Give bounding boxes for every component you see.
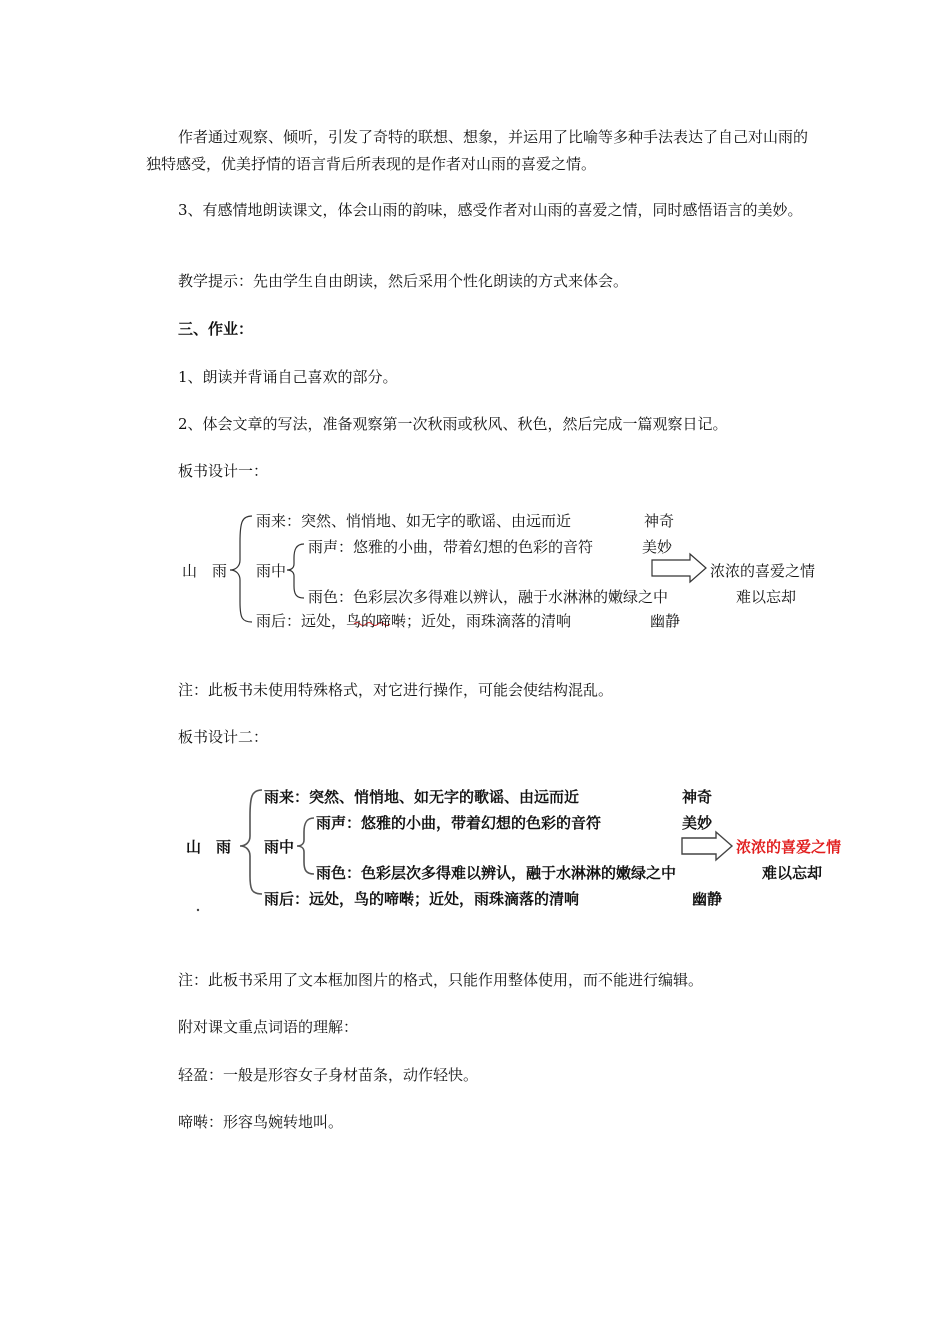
board2-yulai-word: 神奇 [682, 788, 713, 806]
board-yusheng: 雨声：悠雅的小曲，带着幻想的色彩的音符 [308, 538, 594, 556]
board-design-2-image [176, 772, 872, 912]
board-yulai-word: 神奇 [644, 512, 675, 530]
homework-item-2: 2、体会文章的写法，准备观察第一次秋雨或秋风、秋色，然后完成一篇观察日记。 [178, 415, 728, 433]
paragraph-summary: 作者通过观察、倾听，引发了奇特的联想、想象，并运用了比喻等多种手法表达了自己对山雨的独特感受，优美抒情的语言背后所表现的是作者对山雨的喜爱之情。 [146, 128, 809, 173]
board-note-1: 注：此板书未使用特殊格式，对它进行操作，可能会使结构混乱。 [178, 681, 614, 699]
board2-conclusion: 浓浓的喜爱之情 [736, 838, 842, 856]
board-yulai: 雨来：突然、悄悄地、如无字的歌谣、由远而近 [256, 512, 572, 530]
term-qingying: 轻盈：一般是形容女子身材苗条，动作轻快。 [178, 1066, 479, 1084]
teaching-tip: 教学提示：先由学生自由朗读，然后采用个性化朗读的方式来体会。 [178, 272, 629, 290]
board2-yuse: 雨色：色彩层次多得难以辨认，融于水淋淋的嫩绿之中 [316, 864, 677, 882]
board-yuse: 雨色：色彩层次多得难以辨认，融于水淋淋的嫩绿之中 [308, 588, 669, 606]
paragraph-objective-3: 3、有感情地朗读课文，体会山雨的韵味，感受作者对山雨的喜爱之情，同时感悟语言的美妙。 [178, 201, 803, 219]
board-main-topic: 山 雨 [182, 562, 228, 580]
homework-item-1: 1、朗读并背诵自己喜欢的部分。 [178, 368, 398, 386]
board-design-1 [170, 502, 850, 642]
board-conclusion: 浓浓的喜爱之情 [710, 562, 816, 580]
board2-yusheng: 雨声：悠雅的小曲，带着幻想的色彩的音符 [316, 814, 602, 832]
arrow-right-icon [682, 832, 732, 860]
board-yuhou-word: 幽静 [650, 612, 681, 630]
board-yuzhong: 雨中 [256, 562, 287, 580]
board2-yuhou: 雨后：远处，鸟的啼啭；近处，雨珠滴落的清响 [264, 890, 580, 908]
term-tizhuan: 啼啭：形容鸟婉转地叫。 [178, 1113, 344, 1131]
board-note-2: 注：此板书采用了文本框加图片的格式，只能作用整体使用，而不能进行编辑。 [178, 971, 704, 989]
board2-yuhou-word: 幽静 [692, 890, 723, 908]
board2-yulai: 雨来：突然、悄悄地、如无字的歌谣、由远而近 [264, 788, 580, 806]
board2-yuse-word: 难以忘却 [762, 864, 823, 882]
board2-yusheng-word: 美妙 [682, 814, 713, 832]
appendix-heading: 附对课文重点词语的理解： [178, 1018, 359, 1036]
board-yusheng-word: 美妙 [642, 538, 673, 556]
board-yuhou: 雨后：远处，鸟的啼啭；近处，雨珠滴落的清响 [256, 612, 572, 630]
arrow-right-icon [652, 554, 706, 582]
board2-main-topic: 山 雨 [186, 838, 232, 856]
board2-yuzhong: 雨中 [264, 838, 295, 856]
board-yuse-word: 难以忘却 [736, 588, 797, 606]
homework-heading: 三、作业： [178, 320, 254, 338]
board-design-2-title: 板书设计二： [178, 728, 269, 746]
board-design-1-title: 板书设计一： [178, 462, 269, 480]
